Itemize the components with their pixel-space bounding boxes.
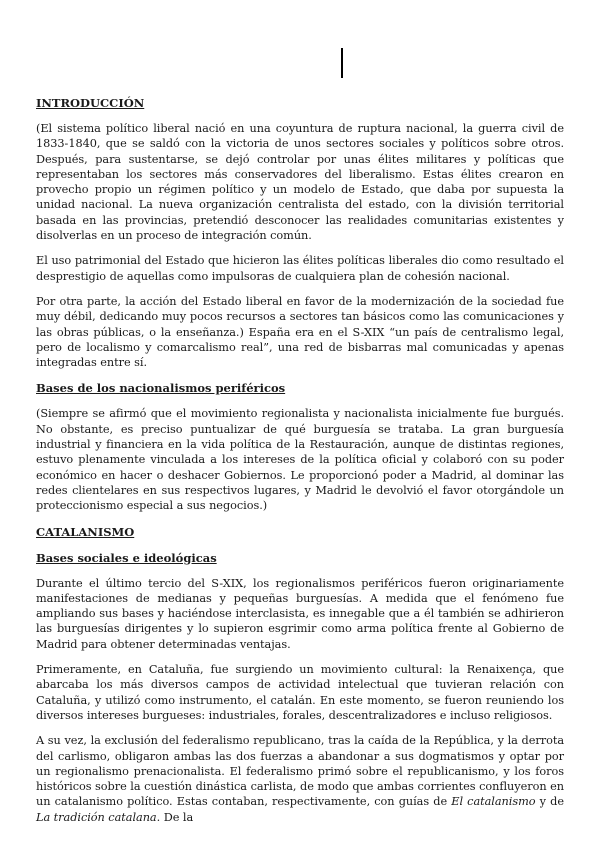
paragraph: (El sistema político liberal nació en una coyuntura de ruptura nacional, la guerra civil de 1833-1840, que se saldó con la victoria de unos sectores sociales y políticos sobre otros. Después, para sustentarse, se dejó controlar por unas élites militares y políticas que representaban los sectores más conservadores del liberalismo. Estas élites crearon en provecho propio un régimen político y un modelo de Estado, que daba por supuesta la unidad nacional. La nueva organización centralista del estado, con la división territorial basada en las provincias, pretendió desconocer las realidades comunitarias existentes y disolverlas en un proceso de integración común. xyxy=(36,122,564,243)
paragraph: Por otra parte, la acción del Estado liberal en favor de la modernización de la sociedad fue muy débil, dedicando muy pocos recursos a sectores tan básicos como las comunicaciones y las obras públicas, o la enseñanza.) España era en el S-XIX “un país de centralismo legal, pero de localismo y comarcalismo real”, una red de bisbarras mal comunicadas y apenas integradas entre sí. xyxy=(36,294,564,370)
book-title: El catalanismo xyxy=(451,795,536,809)
subheading-bases-sociales: Bases sociales e ideológicas xyxy=(36,550,217,565)
paragraph: Durante el último tercio del S-XIX, los regionalismos periféricos fueron originariamente manifestaciones de medianas y pequeñas burguesías. A medida que el fenómeno fue ampliando sus bases y haciéndose interclasista, es innegable que a él también se adhirieron las burguesías dirigentes y lo supieron esgrimir como arma política frente al Gobierno de Madrid para obtener determinadas ventajas. xyxy=(36,576,564,651)
paragraph-text: A su vez, la exclusión del federalismo republicano, tras la caída de la República, y la derrota del carlismo, obligaron ambas las dos fuerzas a abandonar a sus dogmatismos y optar por un regionalismo prenacionalista. El federalismo primó sobre el republicanismo, y los foros históricos sobre la cuestión dinástica carlista, de modo que ambas corrientes confluyeron en un catalanismo político. Estas contaban, respectivamente, con guías de xyxy=(36,734,564,809)
paragraph: Primeramente, en Cataluña, fue surgiendo un movimiento cultural: la Renaixença, que abarcaba los más diversos campos de actividad intelectual que tuvieran relación con Cataluña, y utilizó como instrumento, el catalán. En este momento, se fueron reuniendo los diversos intereses burgueses: industriales, forales, descentralizadores e incluso religiosos. xyxy=(36,663,564,722)
heading-introduccion: INTRODUCCIÓN xyxy=(36,96,145,110)
paragraph: El uso patrimonial del Estado que hicieron las élites políticas liberales dio como resultado el desprestigio de aquellas como impulsoras de cualquiera plan de cohesión nacional. xyxy=(36,254,564,283)
heading-catalanismo: CATALANISMO xyxy=(36,524,135,539)
paragraph xyxy=(36,733,564,825)
book-title: La tradición catalana xyxy=(36,810,157,824)
document-body xyxy=(36,95,564,835)
text-cursor xyxy=(341,48,343,78)
paragraph-text: y de xyxy=(535,795,564,809)
heading-bases-nacionalismos: Bases de los nacionalismos periféricos xyxy=(36,381,286,396)
paragraph: (Siempre se afirmó que el movimiento regionalista y nacionalista inicialmente fue burgués. No obstante, es preciso puntualizar de qué burguesía se trataba. La gran burguesía industrial y financiera en la vida política de la Restauración, aunque de distintas regiones, estuvo plenamente vinculada a los intereses de la política oficial y colaboró con su poder económico en hacer o deshacer Gobiernos. Le proporcionó poder a Madrid, al dominar las redes clientelares en sus respectivos lugares, y Madrid le devolvió el favor otorgándole un proteccionismo especial a sus negocios.) xyxy=(36,407,564,513)
paragraph-text: . De la xyxy=(156,810,194,824)
